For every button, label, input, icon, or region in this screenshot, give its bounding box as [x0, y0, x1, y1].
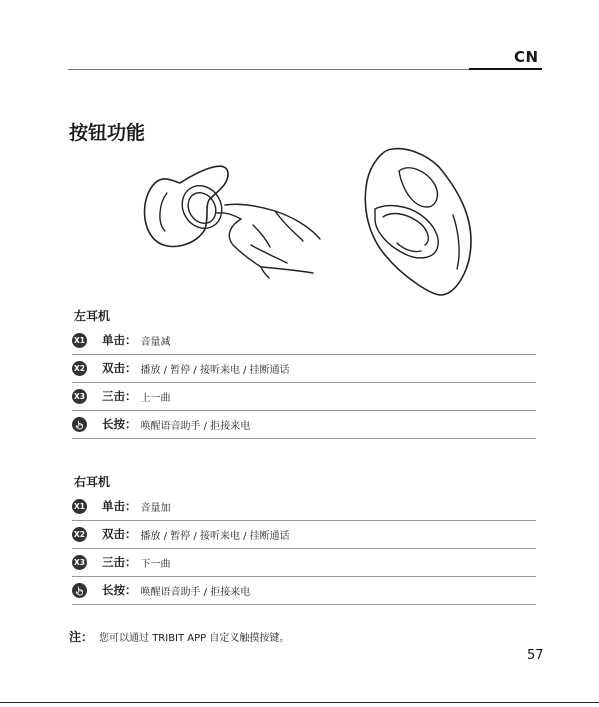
right-earbud-drawing	[365, 149, 471, 295]
tap-x1-badge: X1	[72, 499, 87, 514]
page-title: 按钮功能	[69, 122, 146, 144]
earbuds-illustration	[135, 145, 490, 300]
tap-x2-badge: X2	[72, 361, 87, 376]
gesture-description: 音量减	[140, 336, 171, 348]
gesture-description: 播放 / 暂停 / 接听来电 / 挂断通话	[140, 364, 290, 376]
gesture-label: 单击：	[102, 333, 137, 347]
gesture-description: 唤醒语音助手 / 拒接来电	[140, 420, 251, 432]
tap-x1-badge: X1	[72, 333, 87, 348]
note-label: 注：	[69, 630, 94, 644]
gesture-description: 音量加	[140, 502, 171, 514]
left-row-long-press	[72, 410, 536, 439]
gesture-label: 三击：	[102, 389, 137, 403]
gesture-label: 双击：	[102, 527, 137, 541]
bottom-rule	[0, 702, 599, 703]
left-earbud-title: 左耳机	[74, 309, 111, 323]
right-earbud-title: 右耳机	[74, 475, 111, 489]
gesture-label: 长按：	[102, 583, 137, 597]
left-row-single-tap	[72, 326, 536, 355]
header-rule-accent	[469, 68, 542, 70]
left-row-triple-tap	[72, 382, 536, 411]
hand-press-icon	[72, 583, 87, 598]
tap-x2-badge: X2	[72, 527, 87, 542]
note-text: 您可以通过 TRIBIT APP 自定义触摸按键。	[99, 633, 290, 644]
right-row-double-tap	[72, 520, 536, 549]
tap-x3-badge: X3	[72, 555, 87, 570]
gesture-label: 三击：	[102, 555, 137, 569]
right-row-long-press	[72, 576, 536, 605]
right-row-triple-tap	[72, 548, 536, 577]
right-row-single-tap	[72, 492, 536, 521]
gesture-label: 长按：	[102, 417, 137, 431]
hand-press-icon	[72, 417, 87, 432]
language-code: CN	[514, 48, 539, 66]
gesture-description: 唤醒语音助手 / 拒接来电	[140, 586, 251, 598]
note	[69, 628, 289, 645]
left-row-double-tap	[72, 354, 536, 383]
page-number: 57	[527, 648, 544, 663]
left-earbud-drawing	[145, 166, 321, 278]
gesture-description: 上一曲	[140, 392, 171, 404]
gesture-label: 双击：	[102, 361, 137, 375]
tap-x3-badge: X3	[72, 389, 87, 404]
gesture-description: 播放 / 暂停 / 接听来电 / 挂断通话	[140, 530, 290, 542]
gesture-description: 下一曲	[140, 558, 171, 570]
gesture-label: 单击：	[102, 499, 137, 513]
